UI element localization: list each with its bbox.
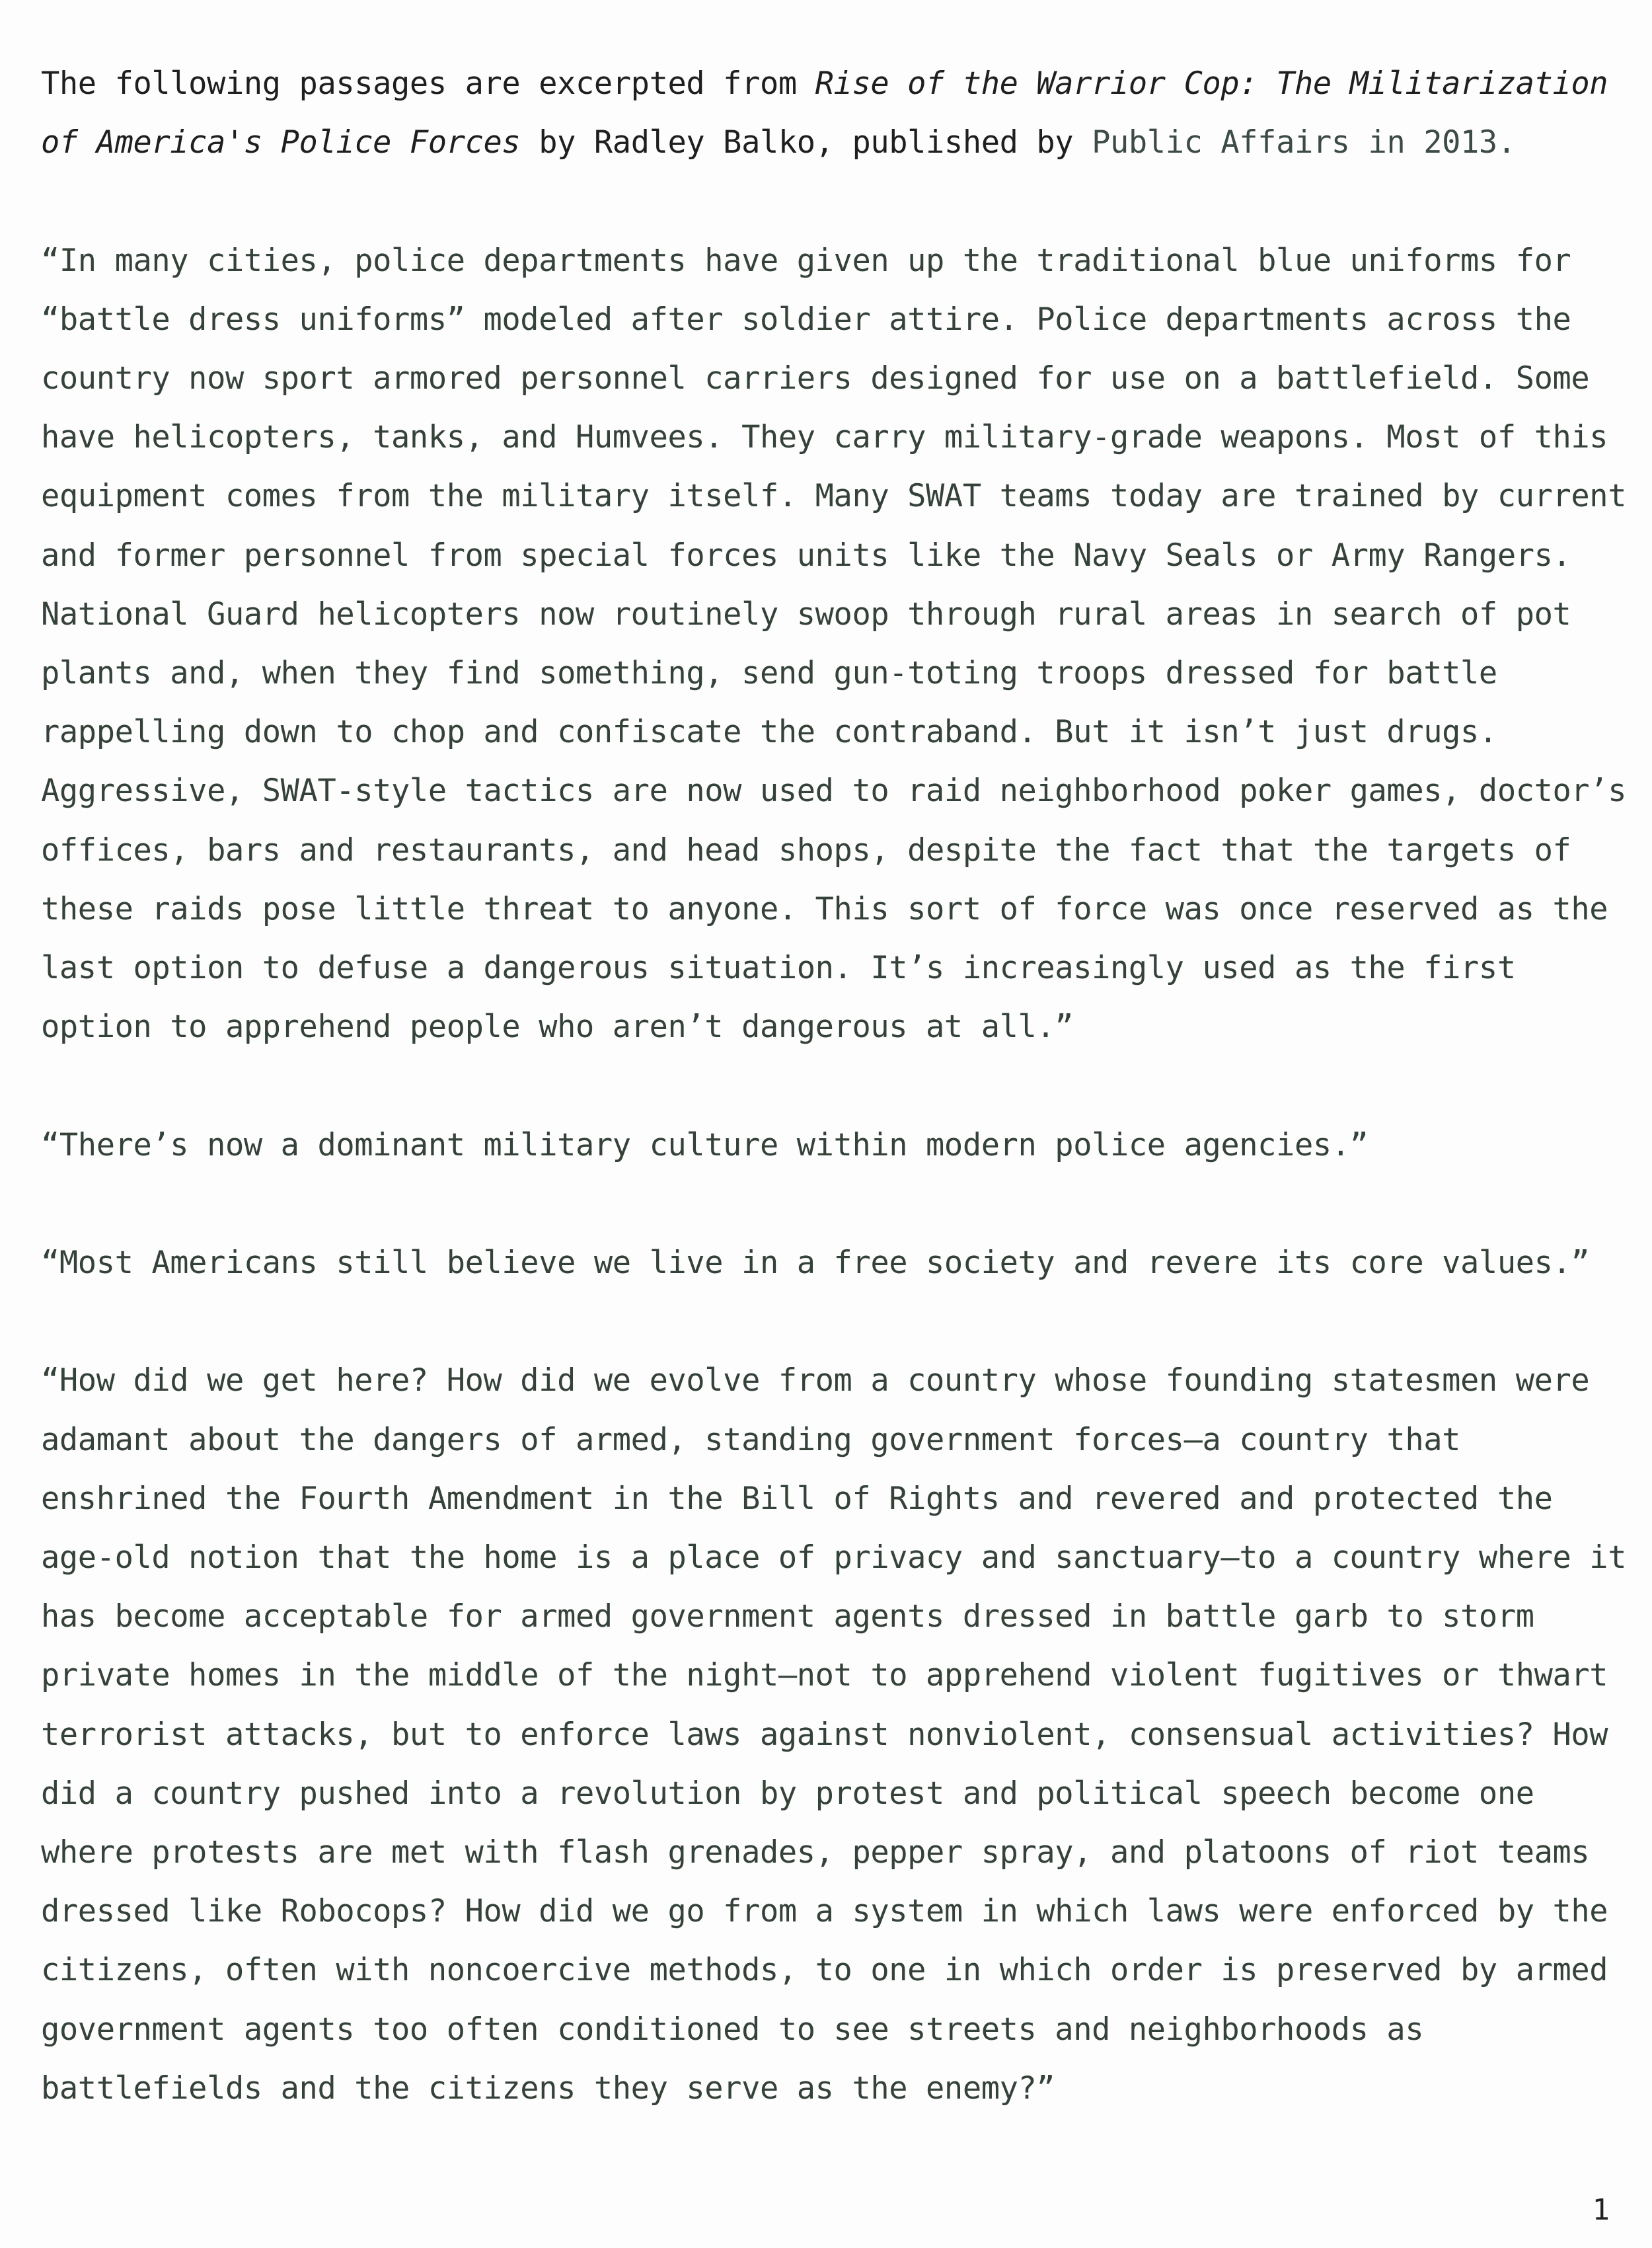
book-title: Rise of the Warrior Cop: The Militarization of America's Police Forces bbox=[41, 65, 1608, 161]
intro-prefix: The following passages are excerpted from bbox=[41, 65, 815, 102]
paragraph-spacer bbox=[41, 1056, 1627, 1115]
page-number: 1 bbox=[1592, 2193, 1610, 2227]
paragraph-spacer bbox=[41, 1292, 1627, 1351]
passage-military-culture: “There’s now a dominant military culture within modern police agencies.” bbox=[41, 1126, 1369, 1163]
publisher-text: Public Affairs in 2013. bbox=[1092, 124, 1516, 161]
paragraph-spacer bbox=[41, 1175, 1627, 1233]
intro-by-text: by Radley Balko, published by bbox=[520, 124, 1092, 161]
intro-paragraph bbox=[41, 54, 1627, 172]
document-body bbox=[41, 54, 1627, 2118]
passage-militarization: “In many cities, police departments have given up the traditional blue uniforms for “battle dress uniforms” modeled after soldier attire. Police departments across the country now sport armored personnel carriers designed for use on a battlefield. Some have helicopters, tanks, and Humvees. They carry military-grade weapons. Most of this equipment comes from the military itself. Many SWAT teams today are trained by current and former personnel from special forces units like the Navy Seals or Army Rangers. National Guard helicopters now routinely swoop through rural areas in search of pot plants and, when they find something, send gun-toting troops dressed for battle rappelling down to chop and confiscate the contraband. But it isn’t just drugs. Aggressive, SWAT-style tactics are now used to raid neighborhood poker games, doctor’s offices, bars and restaurants, and head shops, despite the fact that the targets of these raids pose little threat to anyone. This sort of force was once reserved as the last option to defuse a dangerous situation. It’s increasingly used as the first option to apprehend people who aren’t dangerous at all.” bbox=[41, 242, 1627, 1046]
paragraph-spacer bbox=[41, 172, 1627, 231]
passage-free-society: “Most Americans still believe we live in a free society and revere its core values.” bbox=[41, 1245, 1590, 1282]
passage-how-did-we-get-here: “How did we get here? How did we evolve from a country whose founding statesmen were adamant about the dangers of armed, standing government forces—a country that enshrined the Fourth Amendment in the Bill of Rights and revered and protected the age-old notion that the home is a place of privacy and sanctuary—to a country where it has become acceptable for armed government agents dressed in battle garb to storm private homes in the middle of the night—not to apprehend violent fugitives or thwart terrorist attacks, but to enforce laws against nonviolent, consensual activities? How did a country pushed into a revolution by protest and political speech become one where protests are met with flash grenades, pepper spray, and platoons of riot teams dressed like Robocops? How did we go from a system in which laws were enforced by the citizens, often with noncoercive methods, to one in which order is preserved by armed government agents too often conditioned to see streets and neighborhoods as battlefields and the citizens they serve as the enemy?” bbox=[41, 1362, 1627, 2107]
